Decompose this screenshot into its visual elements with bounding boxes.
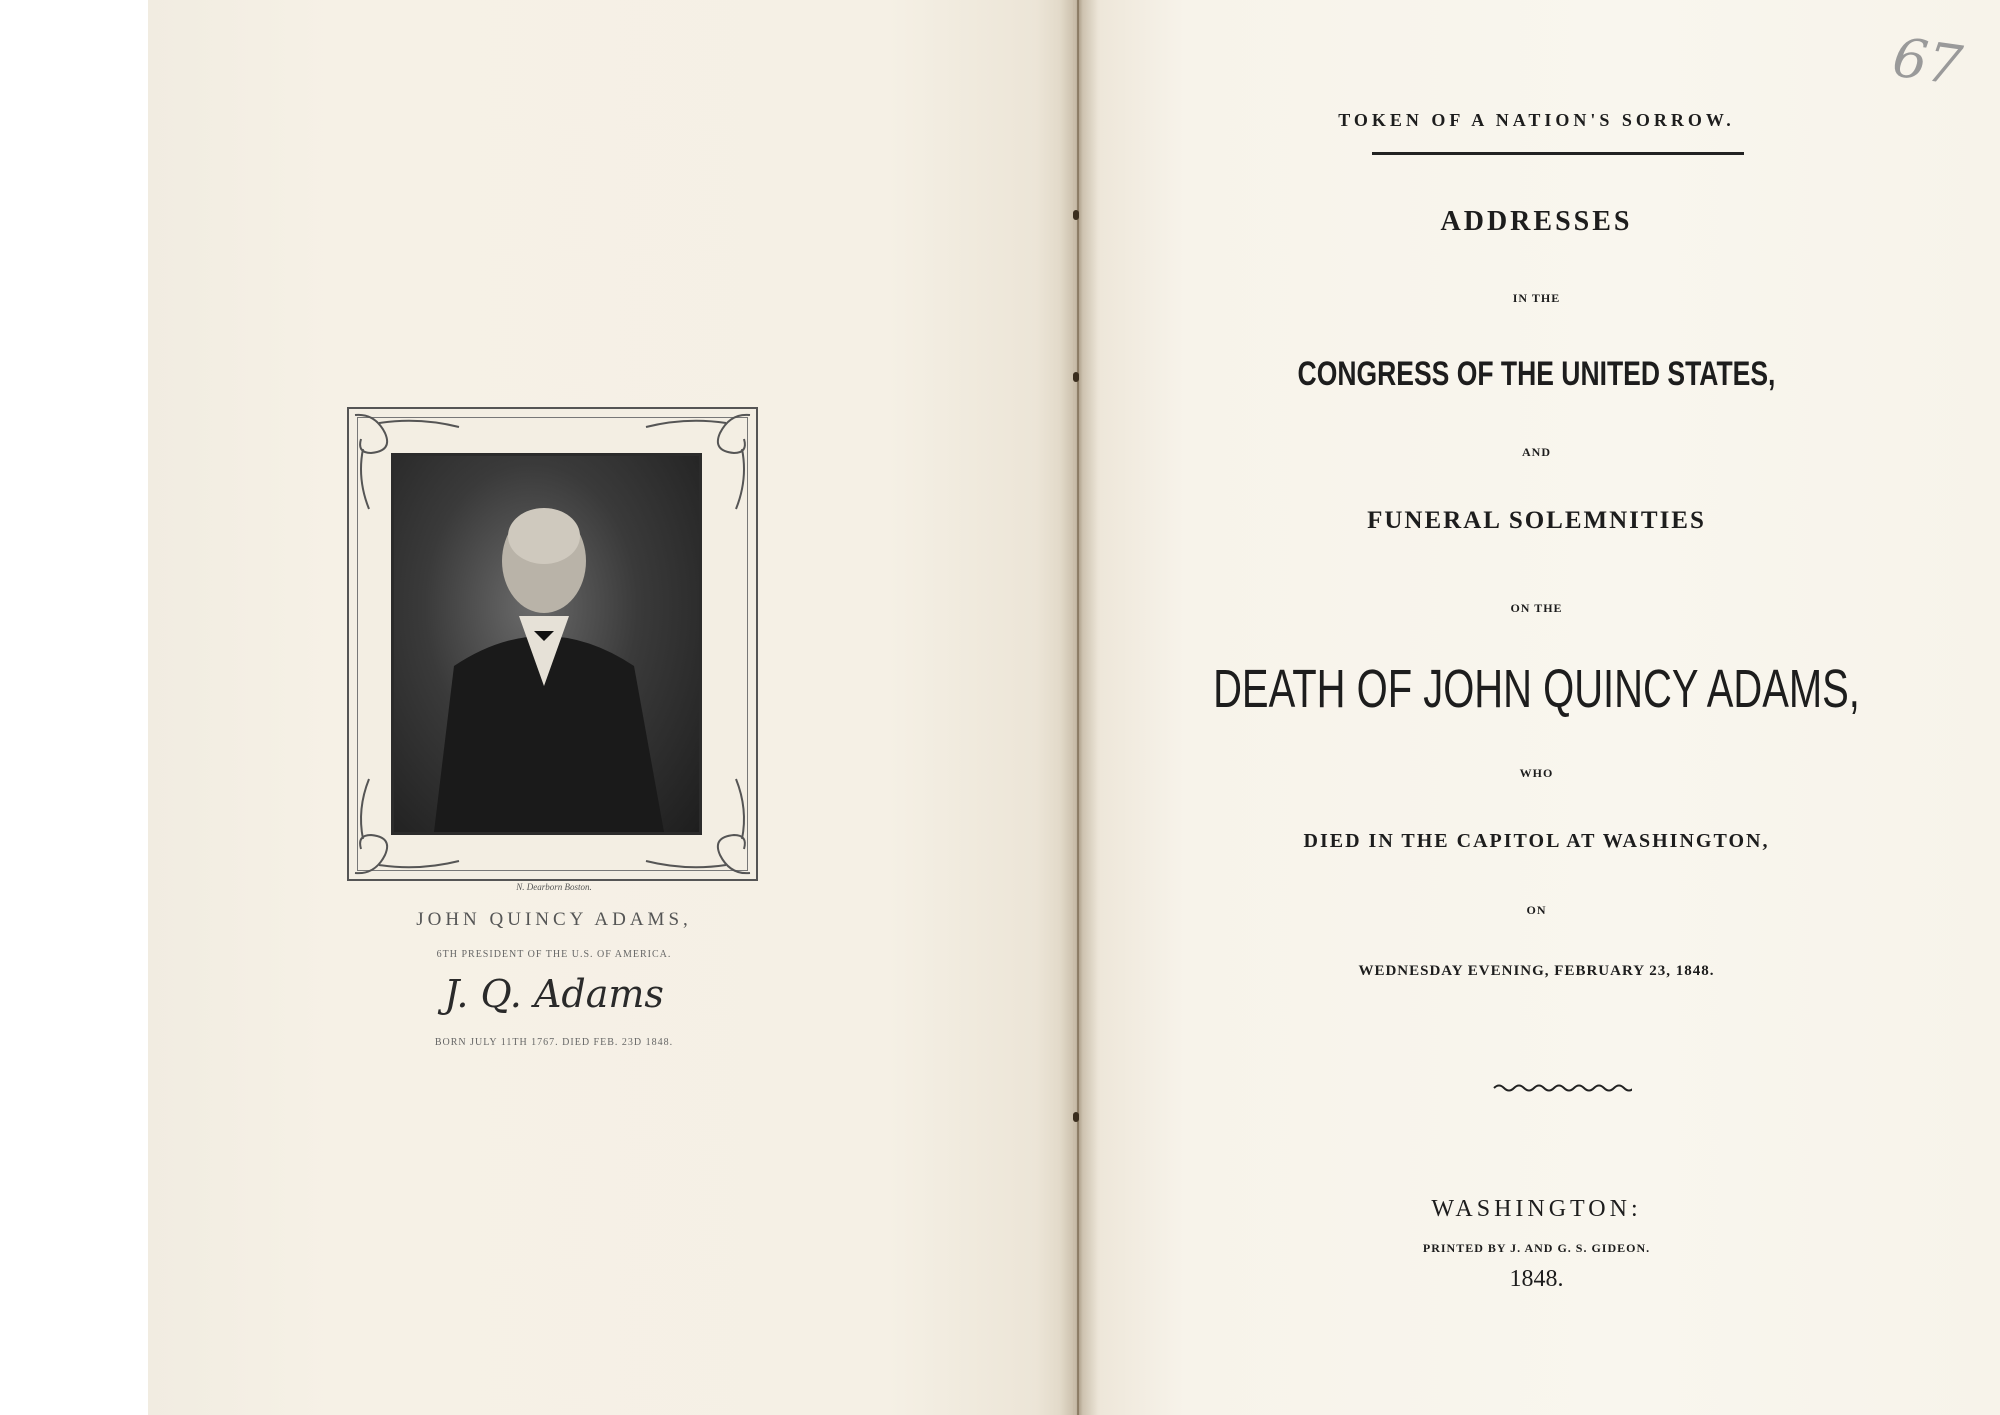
binding-hole	[1073, 1112, 1079, 1122]
title-funeral: FUNERAL SOLEMNITIES	[1367, 507, 1706, 534]
wavy-rule-icon	[1492, 1082, 1632, 1094]
imprint-year: 1848.	[1509, 1266, 1564, 1292]
title-in-the: IN THE	[1512, 291, 1561, 305]
title-and: AND	[1522, 445, 1551, 459]
imprint-place: WASHINGTON:	[1431, 1196, 1642, 1222]
title-on: ON	[1526, 903, 1547, 917]
title-died: DIED IN THE CAPITOL AT WASHINGTON,	[1303, 830, 1770, 852]
book-spread	[148, 0, 2000, 1415]
portrait-caption-dates: BORN JULY 11TH 1767. DIED FEB. 23D 1848.	[434, 1037, 674, 1048]
signature: J. Q. Adams	[444, 972, 664, 1016]
book-gutter	[1060, 0, 1098, 1415]
imprint-printer: PRINTED BY J. AND G. S. GIDEON.	[1422, 1241, 1651, 1255]
title-on-the: ON THE	[1510, 601, 1563, 615]
pencil-folio-note: 67	[1888, 25, 1966, 98]
binding-hole	[1073, 372, 1079, 382]
portrait-figure-icon	[394, 456, 699, 832]
portrait-caption-title: 6TH PRESIDENT OF THE U.S. OF AMERICA.	[436, 949, 672, 960]
title-addresses: ADDRESSES	[1440, 206, 1633, 237]
portrait-engraving	[391, 453, 702, 835]
title-death: DEATH OF JOHN QUINCY ADAMS,	[1213, 659, 1860, 719]
left-page	[148, 0, 1073, 1415]
series-header: TOKEN OF A NATION'S SORROW.	[1338, 110, 1735, 130]
engraver-credit: N. Dearborn Boston.	[516, 882, 592, 892]
portrait-caption-name: JOHN QUINCY ADAMS,	[416, 909, 692, 930]
title-date: WEDNESDAY EVENING, FEBRUARY 23, 1848.	[1358, 963, 1715, 979]
header-rule	[1372, 152, 1744, 155]
title-page	[1073, 0, 2000, 1415]
title-who: WHO	[1519, 766, 1554, 780]
title-congress: CONGRESS OF THE UNITED STATES,	[1297, 355, 1776, 393]
binding-hole	[1073, 210, 1079, 220]
